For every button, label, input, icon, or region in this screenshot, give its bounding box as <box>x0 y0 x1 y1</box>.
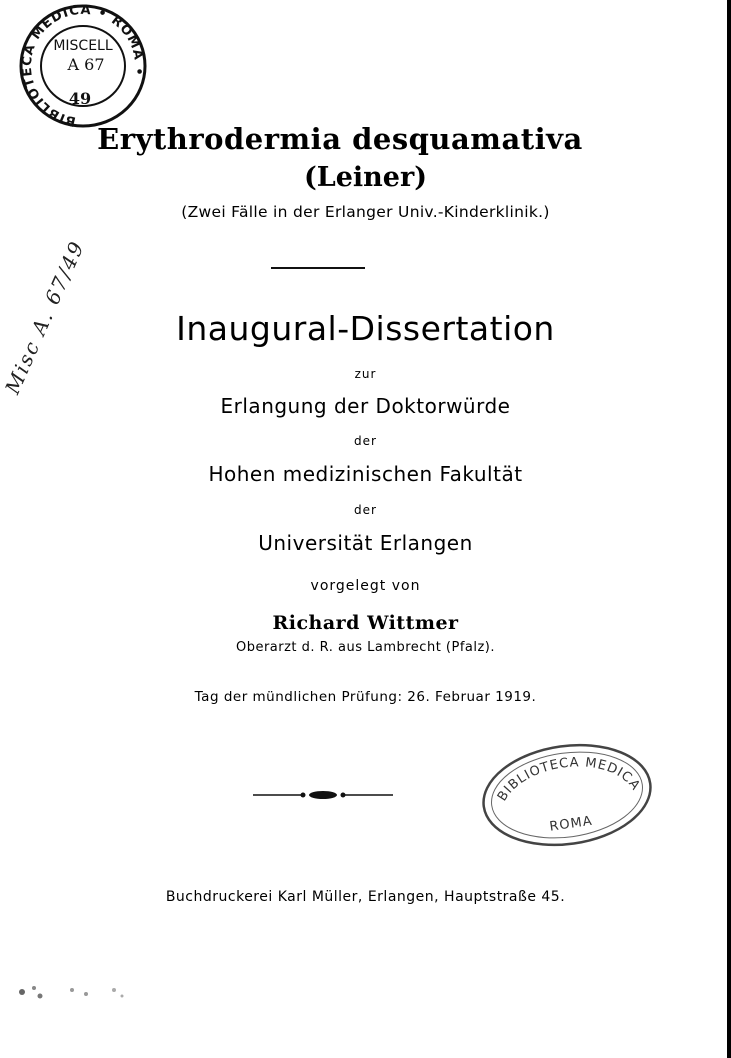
stamp-ring-text: BIBLIOTECA MEDICA • ROMA • <box>19 2 147 129</box>
divider-rule <box>271 267 365 269</box>
line-faculty: Hohen medizinischen Fakultät <box>208 462 523 486</box>
svg-text:BIBLIOTECA MEDICA <box>491 746 644 813</box>
library-stamp-oval <box>471 730 662 860</box>
stamp-oval-top: BIBLIOTECA MEDICA <box>494 755 644 805</box>
line-degree: Erlangung der Doktorwürde <box>220 394 511 418</box>
line-der-1: der <box>354 434 377 448</box>
title-main: Erythrodermia desquamativa <box>97 122 583 156</box>
stamp-number: 49 <box>68 89 92 108</box>
stamp-oval-bottom: ROMA <box>548 813 594 835</box>
stamp-collection: MISCELL <box>53 38 113 54</box>
printer-imprint: Buchdruckerei Karl Müller, Erlangen, Hauptstraße 45. <box>165 889 566 905</box>
line-presented: vorgelegt von <box>310 578 421 594</box>
dissertation-heading: Inaugural-Dissertation <box>176 309 555 348</box>
line-zur: zur <box>354 367 377 381</box>
scan-smudges <box>14 978 134 1008</box>
line-university: Universität Erlangen <box>258 531 473 555</box>
line-der-2: der <box>354 503 377 517</box>
title-eponym: (Leiner) <box>303 162 427 193</box>
author-name: Richard Wittmer <box>272 612 459 634</box>
stamp-shelfmark: A 67 <box>67 55 105 74</box>
handwritten-shelfmark: Misc A. 67/49 <box>0 236 90 398</box>
title-subtitle: (Zwei Fälle in der Erlanger Univ.-Kinderklinik.) <box>181 203 550 221</box>
ornament-divider <box>253 787 393 803</box>
library-stamp-round <box>14 2 152 132</box>
exam-date: Tag der mündlichen Prüfung: 26. Februar 1919. <box>194 689 537 705</box>
author-detail: Oberarzt d. R. aus Lambrecht (Pfalz). <box>235 640 496 655</box>
